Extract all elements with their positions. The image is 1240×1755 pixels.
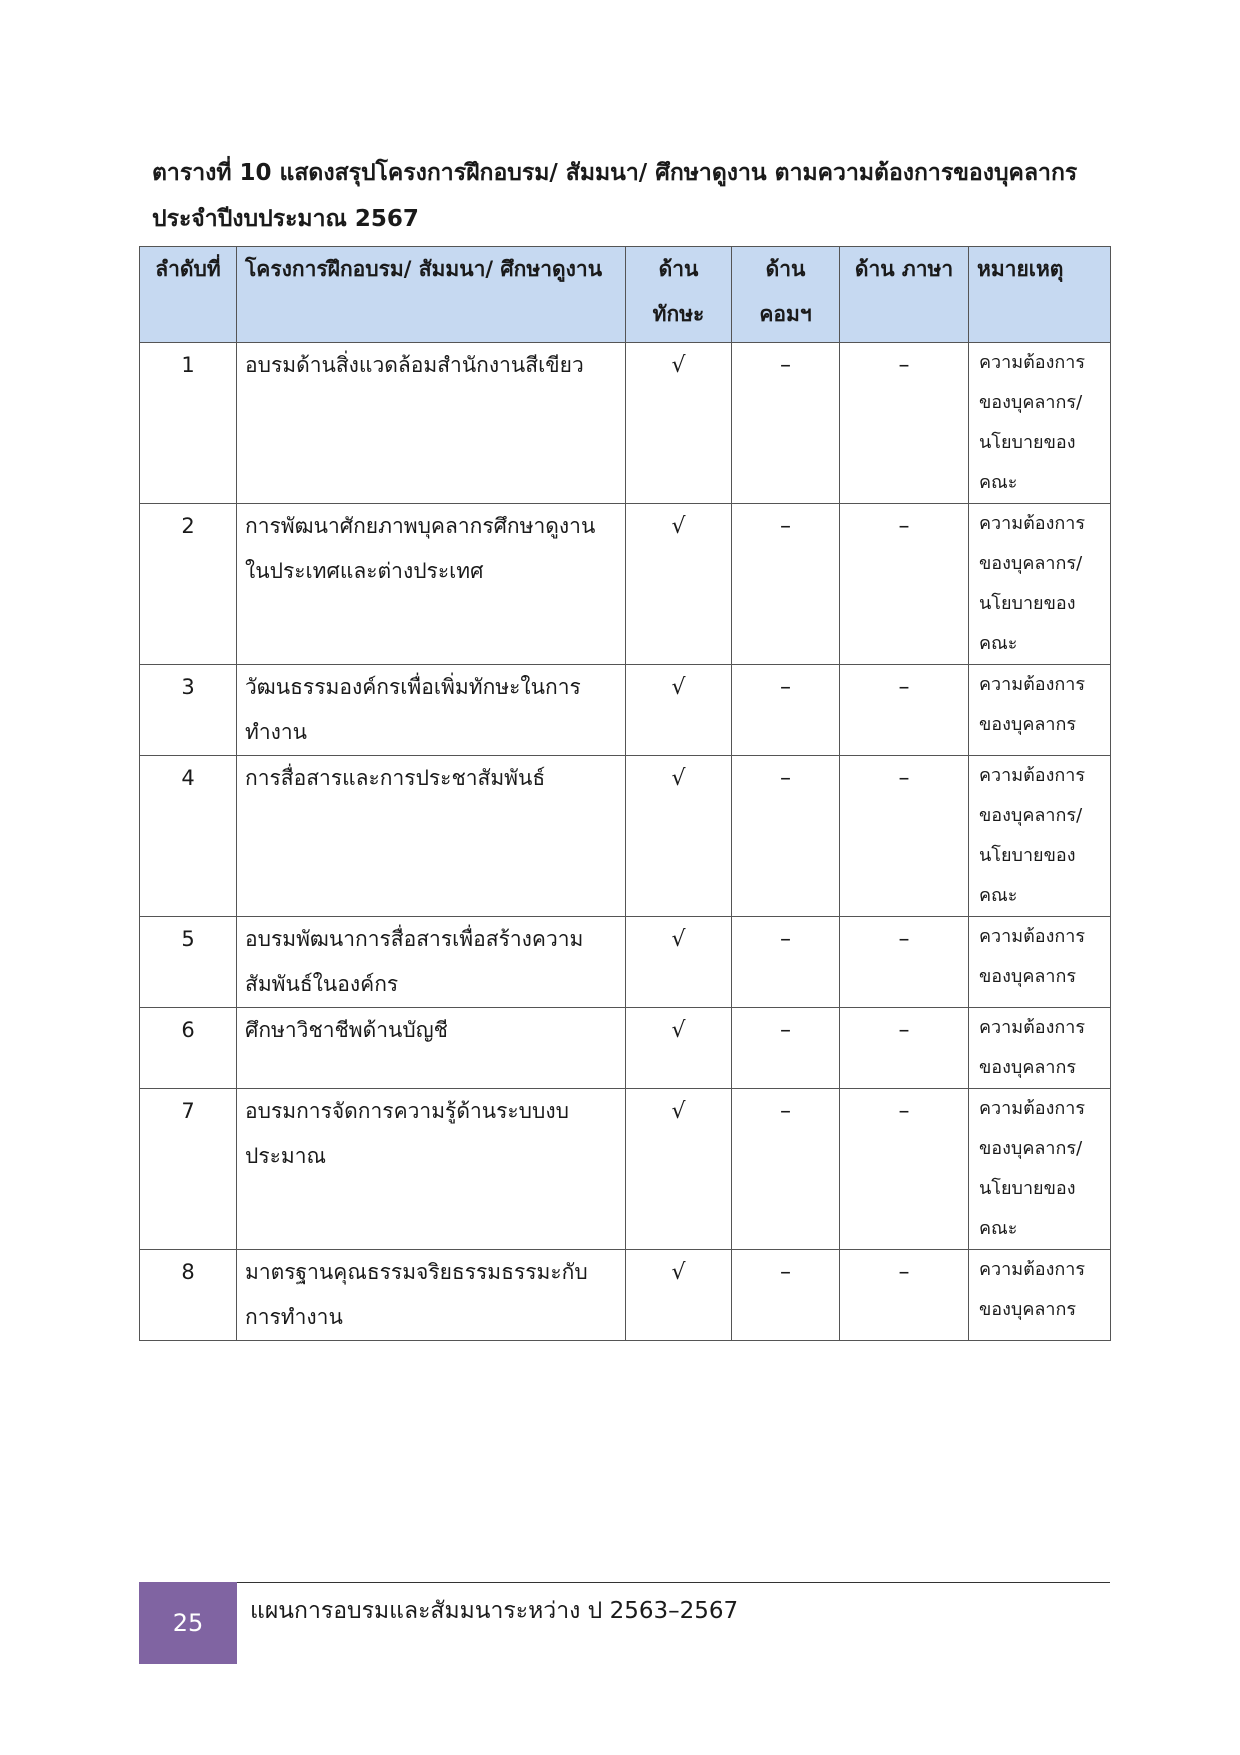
row-language: – (840, 1250, 969, 1341)
row-remark: ความต้องการของบุคลากร (969, 1008, 1111, 1089)
row-no: 3 (140, 665, 237, 756)
table-row (140, 1250, 1111, 1341)
header-language: ด้าน ภาษา (840, 247, 969, 343)
row-language: – (840, 756, 969, 917)
row-remark: ความต้องการของบุคลากร (969, 665, 1111, 756)
table-caption (152, 150, 1112, 242)
table-header-row (140, 247, 1111, 343)
header-remark: หมายเหตุ (969, 247, 1111, 343)
row-computer: – (732, 1008, 840, 1089)
row-skill: √ (626, 343, 732, 504)
table-row (140, 756, 1111, 917)
header-project: โครงการฝึกอบรม/ สัมมนา/ ศึกษาดูงาน (237, 247, 626, 343)
row-no: 7 (140, 1089, 237, 1250)
table-row (140, 1008, 1111, 1089)
row-computer: – (732, 504, 840, 665)
row-project: การพัฒนาศักยภาพบุคลากรศึกษาดูงานในประเทศและต่างประเทศ (237, 504, 626, 665)
row-no: 6 (140, 1008, 237, 1089)
caption-line-1: ตารางที่ 10 แสดงสรุปโครงการฝึกอบรม/ สัมมนา/ ศึกษาดูงาน ตามความต้องการของบุคลากร (152, 160, 1078, 186)
row-skill: √ (626, 1250, 732, 1341)
row-project: การสื่อสารและการประชาสัมพันธ์ (237, 756, 626, 917)
row-computer: – (732, 756, 840, 917)
row-skill: √ (626, 1089, 732, 1250)
row-language: – (840, 504, 969, 665)
row-skill: √ (626, 504, 732, 665)
row-language: – (840, 665, 969, 756)
row-remark: ความต้องการของบุคลากร/นโยบายของคณะ (969, 504, 1111, 665)
table-row (140, 917, 1111, 1008)
row-no: 4 (140, 756, 237, 917)
row-remark: ความต้องการของบุคลากร/นโยบายของคณะ (969, 1089, 1111, 1250)
row-language: – (840, 1089, 969, 1250)
row-skill: √ (626, 756, 732, 917)
row-remark: ความต้องการของบุคลากร/นโยบายของคณะ (969, 343, 1111, 504)
caption-line-2: ประจำปีงบประมาณ 2567 (152, 206, 419, 232)
header-skill: ด้าน ทักษะ (626, 247, 732, 343)
header-computer: ด้าน คอมฯ (732, 247, 840, 343)
page-number: 25 (172, 1609, 204, 1637)
row-skill: √ (626, 917, 732, 1008)
row-computer: – (732, 1250, 840, 1341)
training-table (139, 246, 1111, 1341)
header-no: ลำดับที่ (140, 247, 237, 343)
row-project: อบรมการจัดการความรู้ด้านระบบงบประมาณ (237, 1089, 626, 1250)
table-row (140, 665, 1111, 756)
row-computer: – (732, 343, 840, 504)
row-project: ศึกษาวิชาชีพด้านบัญชี (237, 1008, 626, 1089)
row-computer: – (732, 665, 840, 756)
row-no: 1 (140, 343, 237, 504)
table-row (140, 504, 1111, 665)
row-remark: ความต้องการของบุคลากร (969, 917, 1111, 1008)
row-language: – (840, 1008, 969, 1089)
row-project: อบรมพัฒนาการสื่อสารเพื่อสร้างความสัมพันธ์ในองค์กร (237, 917, 626, 1008)
row-computer: – (732, 917, 840, 1008)
row-no: 8 (140, 1250, 237, 1341)
row-project: วัฒนธรรมองค์กรเพื่อเพิ่มทักษะในการทำงาน (237, 665, 626, 756)
row-no: 2 (140, 504, 237, 665)
row-project: อบรมด้านสิ่งแวดล้อมสำนักงานสีเขียว (237, 343, 626, 504)
row-remark: ความต้องการของบุคลากร/นโยบายของคณะ (969, 756, 1111, 917)
table-row (140, 1089, 1111, 1250)
footer-divider (237, 1582, 1110, 1583)
table-row (140, 343, 1111, 504)
row-no: 5 (140, 917, 237, 1008)
row-language: – (840, 917, 969, 1008)
footer-title: แผนการอบรมและสัมมนาระหว่าง ป 2563–2567 (250, 1598, 739, 1624)
page-number-box (139, 1582, 237, 1664)
row-project: มาตรฐานคุณธรรมจริยธรรมธรรมะกับการทำงาน (237, 1250, 626, 1341)
row-skill: √ (626, 665, 732, 756)
row-skill: √ (626, 1008, 732, 1089)
row-remark: ความต้องการของบุคลากร (969, 1250, 1111, 1341)
row-computer: – (732, 1089, 840, 1250)
row-language: – (840, 343, 969, 504)
